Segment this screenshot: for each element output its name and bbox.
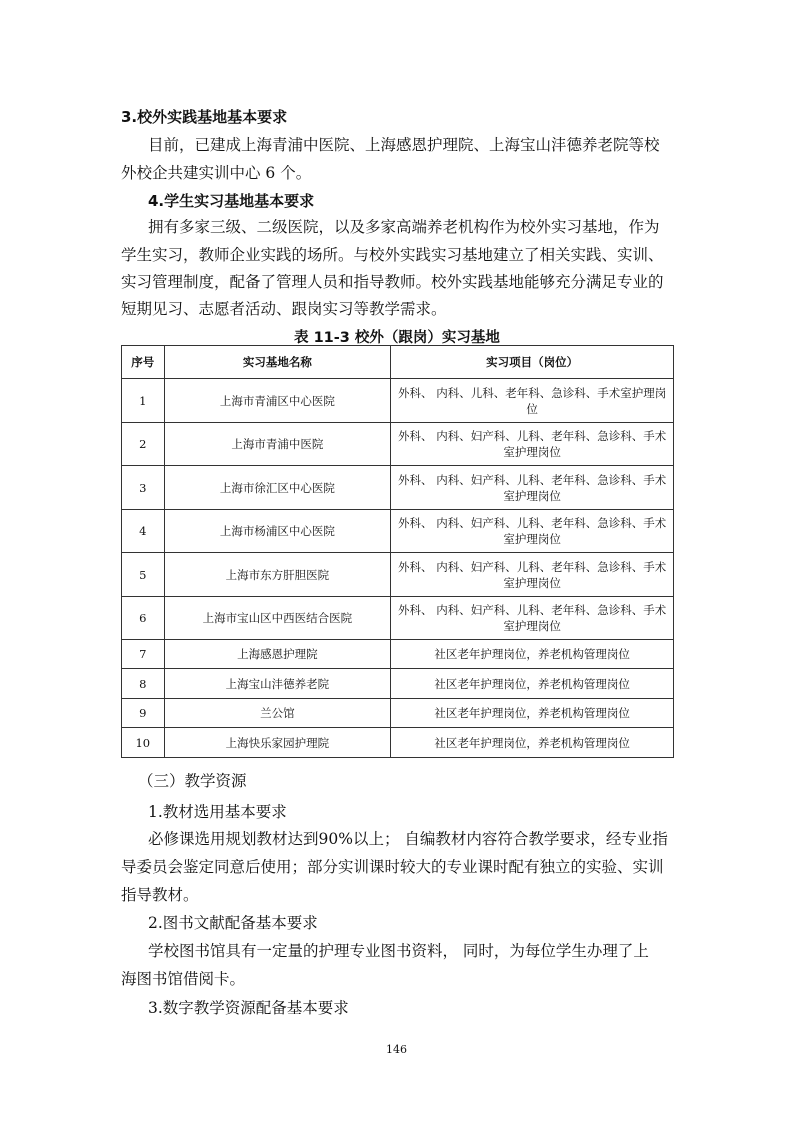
paragraph-line: 必修课选用规划教材达到90%以上； 自编教材内容符合教学要求，经专业指	[148, 830, 668, 848]
cell-project	[391, 379, 674, 423]
table-row	[122, 669, 674, 699]
table-row	[122, 699, 674, 728]
table-row	[122, 423, 674, 466]
cell-name: 上海感恩护理院	[164, 640, 391, 669]
section-heading: （三）教学资源	[138, 772, 247, 790]
table-row	[122, 553, 674, 597]
table-row	[122, 728, 674, 758]
table-row	[122, 510, 674, 553]
cell-no: 8	[122, 669, 165, 699]
project-line: 室护理岗位	[503, 575, 561, 590]
cell-no: 1	[122, 379, 165, 423]
cell-name: 上海市东方肝胆医院	[164, 553, 391, 597]
paragraph-line: 外校企共建实训中心 6 个。	[121, 164, 312, 182]
paragraph-line: 导委员会鉴定同意后使用；部分实训课时较大的专业课时配有独立的实验、实训	[121, 858, 664, 876]
subsection-heading: 3.数字教学资源配备基本要求	[148, 999, 349, 1017]
cell-project	[391, 597, 674, 640]
header-no: 序号	[122, 346, 165, 379]
section-heading: 4.学生实习基地基本要求	[148, 192, 315, 210]
cell-no: 5	[122, 553, 165, 597]
cell-name: 兰公馆	[164, 699, 391, 728]
cell-project: 社区老年护理岗位，养老机构管理岗位	[391, 699, 674, 728]
cell-project	[391, 423, 674, 466]
paragraph-line: 短期见习、志愿者活动、跟岗实习等教学需求。	[121, 300, 447, 318]
project-line: 外科、 内科、妇产科、儿科、老年科、急诊科、手术	[398, 472, 667, 487]
paragraph-line: 实习管理制度，配备了管理人员和指导教师。校外实践基地能够充分满足专业的	[121, 273, 664, 291]
page-number: 146	[386, 1043, 407, 1056]
paragraph-line: 学校图书馆具有一定量的护理专业图书资料， 同时，为每位学生办理了上	[148, 942, 649, 960]
paragraph-line: 拥有多家三级、二级医院，以及多家高端养老机构作为校外实习基地，作为	[148, 218, 660, 236]
table-row	[122, 597, 674, 640]
project-line: 室护理岗位	[503, 488, 561, 503]
cell-project	[391, 553, 674, 597]
project-line: 外科、 内科、妇产科、儿科、老年科、急诊科、手术	[398, 429, 667, 443]
paragraph-line: 目前，已建成上海青浦中医院、上海感恩护理院、上海宝山沣德养老院等校	[148, 136, 660, 154]
cell-name: 上海市徐汇区中心医院	[164, 466, 391, 510]
cell-project: 社区老年护理岗位，养老机构管理岗位	[391, 669, 674, 699]
cell-project: 社区老年护理岗位，养老机构管理岗位	[391, 728, 674, 758]
project-line: 外科、 内科、妇产科、儿科、老年科、急诊科、手术	[398, 559, 667, 574]
subsection-heading: 1.教材选用基本要求	[148, 803, 287, 821]
project-line: 外科、 内科、妇产科、儿科、老年科、急诊科、手术	[398, 603, 667, 617]
paragraph-line: 海图书馆借阅卡。	[121, 970, 246, 988]
project-line: 室护理岗位	[503, 445, 561, 459]
paragraph-line: 指导教材。	[121, 886, 199, 904]
project-line: 室护理岗位	[503, 619, 561, 633]
cell-project	[391, 510, 674, 553]
project-line: 室护理岗位	[503, 532, 561, 546]
cell-project: 社区老年护理岗位，养老机构管理岗位	[391, 640, 674, 669]
project-line: 外科、 内科、儿科、老年科、急诊科、手术室护理岗	[398, 385, 667, 400]
cell-name: 上海市宝山区中西医结合医院	[164, 597, 391, 640]
cell-project	[391, 466, 674, 510]
header-project: 实习项目（岗位）	[391, 346, 674, 379]
cell-name: 上海市杨浦区中心医院	[164, 510, 391, 553]
cell-no: 7	[122, 640, 165, 669]
cell-name: 上海宝山沣德养老院	[164, 669, 391, 699]
cell-no: 6	[122, 597, 165, 640]
cell-no: 3	[122, 466, 165, 510]
cell-name: 上海市青浦区中心医院	[164, 379, 391, 423]
cell-name: 上海市青浦中医院	[164, 423, 391, 466]
subsection-heading: 2.图书文献配备基本要求	[148, 914, 318, 932]
cell-no: 9	[122, 699, 165, 728]
table-row	[122, 379, 674, 423]
cell-name: 上海快乐家园护理院	[164, 728, 391, 758]
section-heading: 3.校外实践基地基本要求	[121, 108, 288, 126]
practice-base-table	[121, 345, 674, 758]
table-caption: 表 11-3 校外（跟岗）实习基地	[294, 330, 500, 346]
table-row	[122, 640, 674, 669]
table-header-row	[122, 346, 674, 379]
cell-no: 2	[122, 423, 165, 466]
paragraph-line: 学生实习，教师企业实践的场所。与校外实践实习基地建立了相关实践、实训、	[121, 246, 664, 264]
cell-no: 4	[122, 510, 165, 553]
project-line: 外科、 内科、妇产科、儿科、老年科、急诊科、手术	[398, 516, 667, 530]
header-name: 实习基地名称	[164, 346, 391, 379]
cell-no: 10	[122, 728, 165, 758]
table-row	[122, 466, 674, 510]
project-line: 位	[526, 401, 538, 416]
